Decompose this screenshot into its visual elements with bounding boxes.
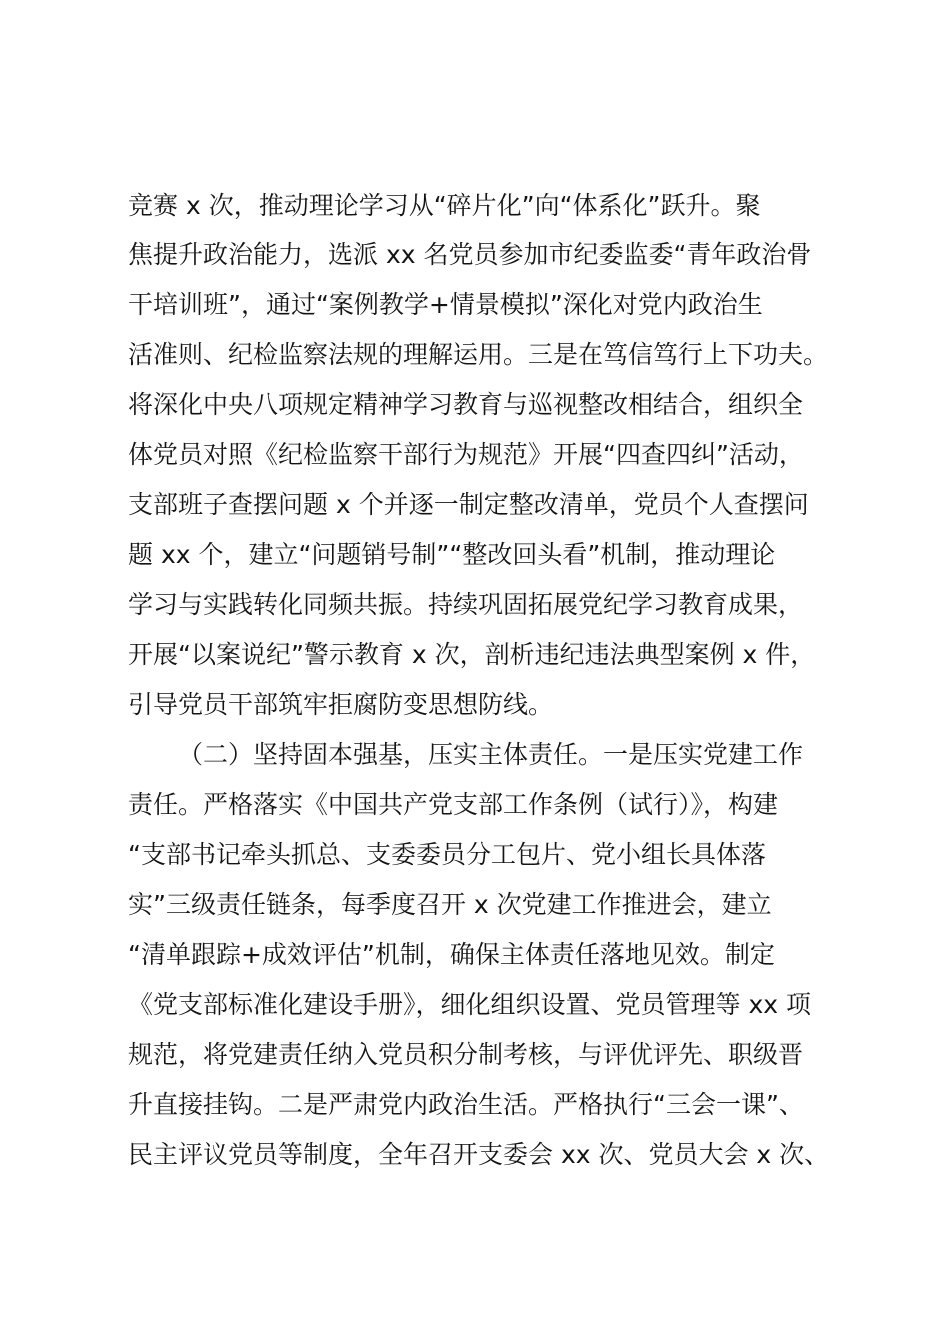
text-line: 开展“以案说纪”警示教育 x 次，剖析违纪违法典型案例 x 件， [128, 640, 816, 669]
text-line: 题 xx 个，建立“问题销号制”“整改回头看”机制，推动理论 [128, 540, 776, 569]
section-heading-line: （二）坚持固本强基，压实主体责任。一是压实党建工作 [178, 740, 804, 769]
text-line: 学习与实践转化同频共振。持续巩固拓展党纪学习教育成果， [128, 590, 804, 619]
text-line: 实”三级责任链条，每季度召开 x 次党建工作推进会，建立 [128, 890, 772, 919]
text-line: 活准则、纪检监察法规的理解运用。三是在笃信笃行上下功夫。 [128, 340, 829, 369]
text-line: 焦提升政治能力，选派 xx 名党员参加市纪委监委“青年政治骨 [128, 240, 812, 269]
text-line: 责任。严格落实《中国共产党支部工作条例（试行）》，构建 [128, 790, 779, 819]
text-line: 《党支部标准化建设手册》，细化组织设置、党员管理等 xx 项 [128, 990, 811, 1019]
text-line: 体党员对照《纪检监察干部行为规范》开展“四查四纠”活动， [128, 440, 804, 469]
text-line: “清单跟踪+成效评估”机制，确保主体责任落地见效。制定 [128, 940, 775, 969]
text-line: 竞赛 x 次，推动理论学习从“碎片化”向“体系化”跃升。聚 [128, 191, 761, 220]
text-line: 规范，将党建责任纳入党员积分制考核，与评优评先、职级晋 [128, 1040, 804, 1069]
text-line: 引导党员干部筑牢拒腐防变思想防线。 [128, 690, 554, 719]
text-line: 支部班子查摆问题 x 个并逐一制定整改清单，党员个人查摆问 [128, 490, 809, 519]
text-line: 干培训班”，通过“案例教学+情景模拟”深化对党内政治生 [128, 290, 763, 319]
text-line: “支部书记牵头抓总、支委委员分工包片、党小组长具体落 [128, 840, 766, 869]
text-line: 民主评议党员等制度，全年召开支委会 xx 次、党员大会 x 次、 [128, 1140, 830, 1169]
text-line: 将深化中央八项规定精神学习教育与巡视整改相结合，组织全 [128, 390, 804, 419]
text-line: 升直接挂钩。二是严肃党内政治生活。严格执行“三会一课”、 [128, 1090, 804, 1119]
